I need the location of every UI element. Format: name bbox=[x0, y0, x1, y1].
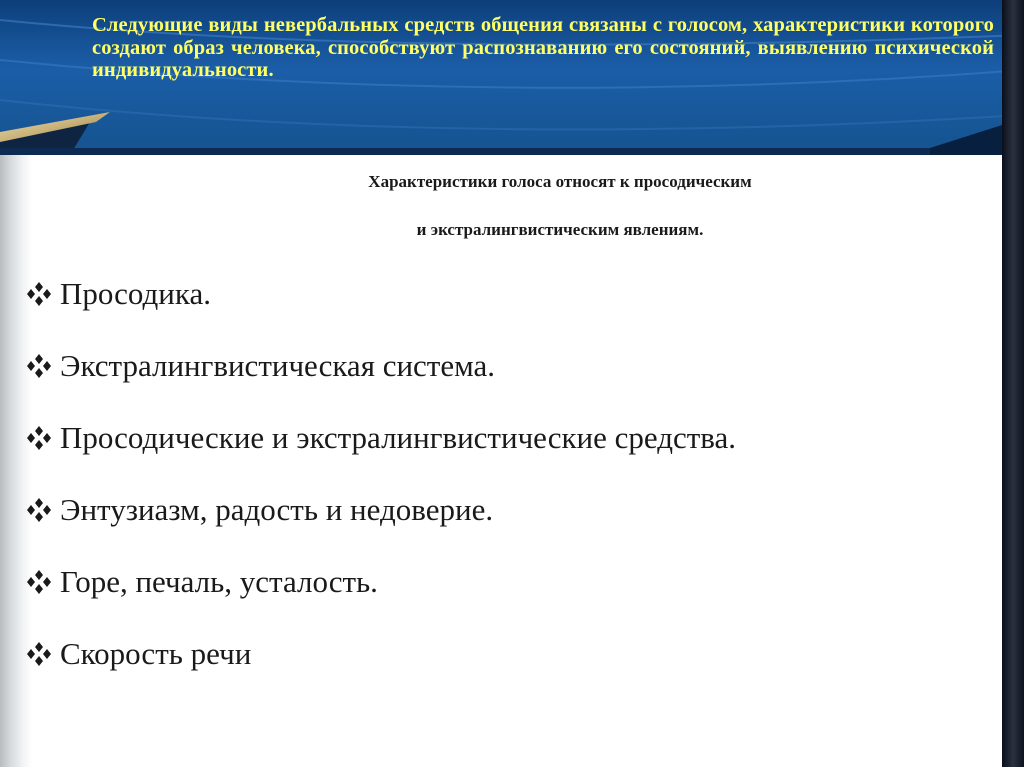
subtitle-line-2: и экстралингвистическим явлениям. bbox=[416, 220, 704, 239]
four-diamond-bullet-icon bbox=[22, 279, 60, 309]
four-diamond-bullet-icon bbox=[22, 423, 60, 453]
header-text: Следующие виды невербальных средств общения связаны с голосом, характеристики которого создают образ человека, способствуют распознаванию его состояний, выявлению психической индивидуальности. bbox=[92, 14, 994, 81]
list-item bbox=[22, 330, 736, 402]
four-diamond-bullet-icon bbox=[22, 639, 60, 669]
list-item bbox=[22, 402, 736, 474]
bullet-label: Энтузиазм, радость и недоверие. bbox=[60, 492, 494, 527]
list-item bbox=[22, 258, 736, 330]
list-item bbox=[22, 474, 736, 546]
bullet-label: Просодика. bbox=[60, 276, 211, 311]
four-diamond-bullet-icon bbox=[22, 567, 60, 597]
bullet-label: Горе, печаль, усталость. bbox=[60, 564, 378, 599]
subtitle-line-1: Характеристики голоса относят к просодическим bbox=[368, 172, 752, 191]
bullet-label: Экстралингвистическая система. bbox=[60, 348, 496, 383]
list-item bbox=[22, 618, 736, 690]
bullet-label: Скорость речи bbox=[60, 636, 252, 671]
four-diamond-bullet-icon bbox=[22, 495, 60, 525]
four-diamond-bullet-icon bbox=[22, 351, 60, 381]
bullet-list bbox=[22, 258, 736, 690]
list-item bbox=[22, 546, 736, 618]
bullet-label: Просодические и экстралингвистические средства. bbox=[60, 420, 737, 455]
header-banner bbox=[0, 0, 1024, 155]
right-edge-bar bbox=[1002, 0, 1024, 767]
